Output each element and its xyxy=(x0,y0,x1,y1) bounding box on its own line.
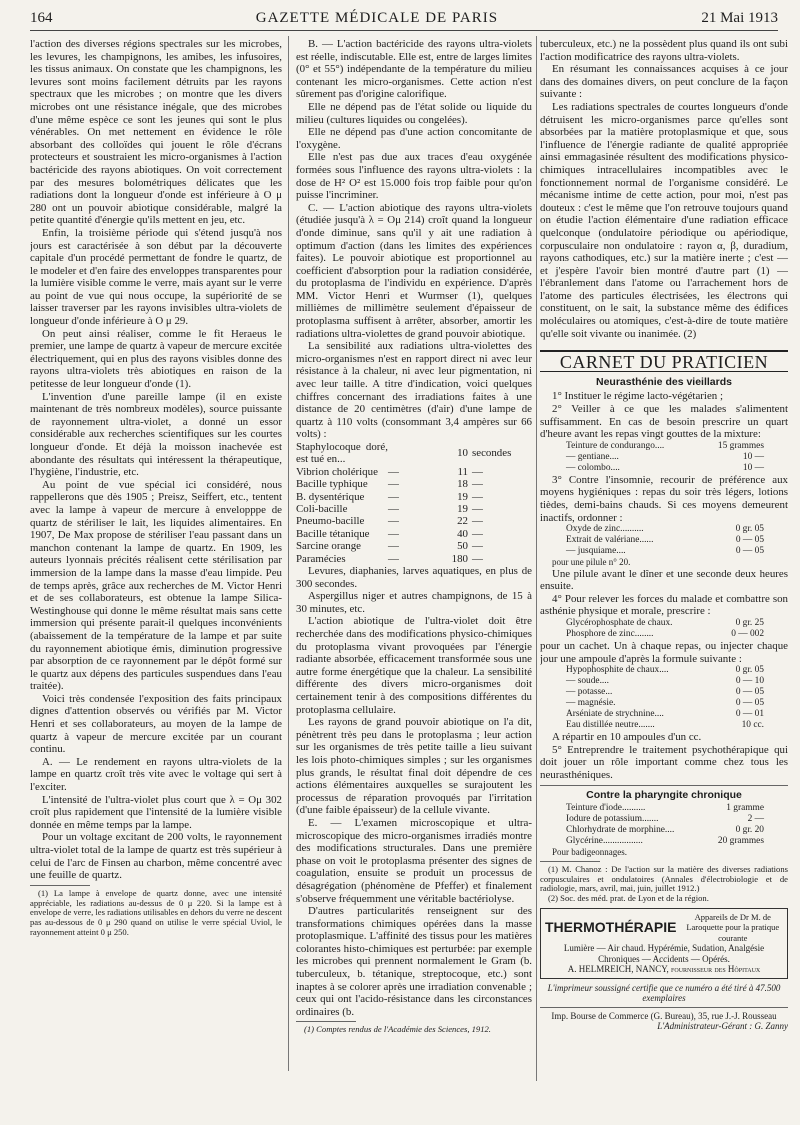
paragraph: 4° Pour relever les forces du malade et combattre son asthénie physique et morale, prescrire : xyxy=(540,592,788,618)
formula-line xyxy=(566,803,788,814)
paragraph: tuberculeux, etc.) ne la possèdent plus quand ils ont subi l'action modificatrice des rayons ultra-violets. xyxy=(540,38,788,63)
formula-note: pour une pilule n° 20. xyxy=(552,557,631,568)
dose: 15 grammes xyxy=(717,440,764,451)
ingredient: Glycérine................. xyxy=(566,836,643,847)
column-3 xyxy=(540,38,788,1078)
time-cell: 19 xyxy=(457,490,468,503)
imprint-rule xyxy=(540,1007,788,1008)
unit-cell: — xyxy=(472,478,483,491)
formula-note: Pour badigeonnages. xyxy=(552,847,627,858)
ingredient: Eau distillée neutre....... xyxy=(566,720,655,731)
dash-cell: — xyxy=(388,552,399,565)
dose: 1 gramme xyxy=(726,803,764,814)
ingredient: — soude.... xyxy=(566,676,609,687)
paragraph: Les rayons de grand pouvoir abiotique on l'a dit, pénètrent très peu dans le protoplasma ; leur action sur les organismes de très petite taille a lieu suivant les lois photo-chimiques simples ; sur les organismes plus grands, le résultat final doit dépendre de ces actions élémentaires auxquelles se surajoutent les processus de réparation provoqués par l'irritation (d'une faible épaisseur) de la cellule vivante. xyxy=(296,716,532,817)
time-cell: 11 xyxy=(457,465,468,478)
ad-brand: THERMOTHÉRAPIE xyxy=(545,919,677,936)
ad-header xyxy=(545,912,783,944)
column-2 xyxy=(296,38,532,1068)
ad-line: Appareils de Dr M. de Laroquette pour la pratique courante xyxy=(686,911,780,943)
organism-cell: B. dysentérique xyxy=(296,490,365,503)
table-row xyxy=(296,540,532,552)
paragraph: On peut ainsi réaliser, comme le fit Heraeus le premier, une lampe de quartz à vapeur de mercure excitée électriquement, qui en plus des rayons visibles donne des rayons ultra-violets très abiotiques en raison de la petitesse de leur longueur d'onde (1). xyxy=(30,327,282,391)
formula-line xyxy=(566,709,788,720)
dose: 10 — xyxy=(742,462,764,473)
prescription-formula xyxy=(540,441,788,474)
footnote-text: (1) M. Chanoz : De l'action sur la matière des diverses radiations corpusculaires et ondulatoires (Annales d'électrobiologie et de radiologie, mars, avril, mai, juin, juillet 1912.) xyxy=(540,863,788,894)
formula-line xyxy=(566,814,788,825)
footnote-rule xyxy=(540,861,600,862)
formula-line xyxy=(566,441,788,452)
column-1 xyxy=(30,38,282,1038)
formula-line xyxy=(566,698,788,709)
footnote-text: (1) La lampe à envelope de quartz donne, avec une intensité appréciable, les radiations au-dessus de 0 μ 220. Si la lampe est à envelope de verre, les radiations utilisables en dehors du verre ne descent pas au-dessous de 0 μ 290 quand on utilise le verre spécial Uviol, le rayonnement atteint 0 μ 250. xyxy=(30,887,282,937)
dose: 0 gr. 05 xyxy=(735,665,764,676)
table-row xyxy=(296,491,532,503)
page-number: 164 xyxy=(30,9,53,26)
paragraph: Levures, diaphanies, larves aquatiques, en plus de 300 secondes. xyxy=(296,565,532,590)
formula-line xyxy=(566,535,788,546)
formula-line xyxy=(566,618,788,629)
dose: 0 — 10 xyxy=(735,676,764,687)
dash-cell: — xyxy=(388,540,399,553)
paragraph: L'invention d'une pareille lampe (il en existe maintenant de très nombreux modèles), source puissante de rayonnement ultra-violet, a donné un essor considérable aux recherches scientifiques sur les courtes longueur d'onde. Et déjà la moisson inachevée est abondante des résultats qui intéressent la thérapeutique, l'hygiène, l'industrie, etc. xyxy=(30,390,282,479)
paragraph: Elle n'est pas due aux traces d'eau oxygénée formées sous l'influence des rayons ultra-violets : la dose de H² O² est 15.000 fois trop faible pour qu'on puisse l'incriminer. xyxy=(296,151,532,202)
advertisement xyxy=(540,908,788,979)
section-heading: CARNET DU PRATICIEN xyxy=(540,350,788,372)
dose: 0 — 05 xyxy=(735,698,764,709)
unit-cell: — xyxy=(472,503,483,516)
page-header xyxy=(30,6,778,31)
time-cell: 50 xyxy=(457,540,468,553)
dose: 0 — 05 xyxy=(735,535,764,546)
dose: 0 — 05 xyxy=(735,546,764,557)
dash-cell: — xyxy=(388,503,399,516)
ingredient: Oxyde de zinc.......... xyxy=(566,524,644,535)
table-row xyxy=(296,553,532,565)
paragraph: L'action abiotique de l'ultra-violet doit être recherchée dans des modifications physico-chimiques du protoplasma vivant provoquées par l'énergie radiante absorbée, efficacement transformée sous une autre forme énergétique que la chaleur. La sensibilité différente des divers micro-organismes doit certainement tenir à des compositions différentes du protoplasma cellulaire. xyxy=(296,615,532,716)
unit-cell: — xyxy=(472,540,483,553)
formula-line xyxy=(566,546,788,557)
ingredient: Teinture d'iode.......... xyxy=(566,803,646,814)
paragraph: Pour un voltage excitant de 200 volts, le rayonnement ultra-violet total de la lampe de quartz est très supérieur à celui de l'arc de Finsen au charbon, même concentré avec une feuille de quartz. xyxy=(30,831,282,882)
dash-cell xyxy=(388,441,438,466)
paragraph: 2° Veiller à ce que les malades s'alimentent suffisamment. En cas de besoin prescrire un quart d'heure avant les repas vingt gouttes de la mixture: xyxy=(540,403,788,441)
ingredient: — colombo.... xyxy=(566,462,620,473)
formula-line xyxy=(566,836,788,847)
organism-cell: Staphylocoque doré, est tué en... xyxy=(296,441,388,466)
dose: 0 — 05 xyxy=(735,687,764,698)
table-row xyxy=(296,441,532,466)
ingredient: Iodure de potassium....... xyxy=(566,814,659,825)
organism-cell: Pneumo-bacille xyxy=(296,515,365,528)
dose: 10 cc. xyxy=(741,720,764,731)
dash-cell: — xyxy=(388,465,399,478)
formula-line xyxy=(566,676,788,687)
footnote-text: (1) Comptes rendus de l'Académie des Sciences, 1912. xyxy=(304,1024,491,1035)
paragraph: Voici très condensée l'exposition des faits principaux dignes d'attention observés ou vérifiés par M. Victor Henri et ses collaborateurs, au moyen de la lampe de quartz à vapeur de mercure excitée par un courant continu. xyxy=(30,692,282,756)
paragraph: Enfin, la troisième période qui s'étend jusqu'à nos jours est caractérisée à son début par la découverte capitale d'un procédé permettant de fondre le quartz, de le modeler et d'en faire des enveloppes transparentes pour la lumière visible comme le verre, mais ayant sur le verre au point de vue qui nous occupe, la supériorité de se laisser traverser par les rayons invisibles ultra-violets de longueur d'onde inférieure à O μ 29. xyxy=(30,226,282,328)
paragraph: Les radiations spectrales de courtes longueurs d'onde détruisent les micro-organismes parce qu'elles sont absorbées par la matière protoplasmique et que, sous l'influence de l'énergie radiante de qualité appropriée ainsi emmagasinée résultent des modifications physico-chimiques intracellulaires incompatibles avec le fonctionnement normal de l'organisme considéré. Le mécanisme intime de cette action, pour moi, n'est pas douteux : c'est le même que l'on retrouve toujours quand on étudie l'action élémentaire d'une radiation efficace quelconque (ondulatoire périodique ou apériodique, corpusculaire non ondulatoire : rayon α, β, duradium, rayons cathodiques, etc.) sur la matière inerte ; c'est — et j'espère l'avoir bien montré d'autre part (1) — l'ébranlement dans l'atome ou l'arrachement hors de l'atome des particules électrisées, les électrons qui constituent, on le sait, la substance même des édifices moléculaires ou atomiques, c'est-à-dire de toute matière qu'elle soit vivante ou inanimée. (2) xyxy=(540,100,788,340)
paragraph: C. — L'action abiotique des rayons ultra-violets (étudiée jusqu'à λ = Oμ 214) croît quand la longueur d'onde diminue, sans qu'il y ait une radiation à optimum d'action (dans les limites des expériences faites). Le pouvoir abiotique est proportionnel au coefficient d'absorption pour la radiation considérée, du protoplasma de l'individu en expérience. D'après MM. Victor Henri et Wurmser (1), quelques millièmes de millimètre seulement d'épaisseur de protoplasma suffisent à arrêter, absorber, amortir les radiations ultra-violettes de grand pouvoir abiotique. xyxy=(296,201,532,340)
footnote-rule xyxy=(30,885,90,886)
dose: 20 grammes xyxy=(717,836,764,847)
dose: 0 gr. 25 xyxy=(735,618,764,629)
paragraph: pour un cachet. Un à chaque repas, ou injecter chaque jour une ampoule d'après la formule suivante : xyxy=(540,640,788,665)
formula-line xyxy=(566,687,788,698)
paragraph: D'autres particularités renseignent sur des transformations chimiques opérées dans la masse protoplasmique. L'affinité des tissus pour les matières colorantes histo-chimiques est perturbée: par exemple les microbes qui prennent normalement le Gram (b. tuberculeux, b. tétanique, streptocoque, etc.) sont inaptes à se colorer après une irradiation convenable ; ceux qui ont l'acido-résistance dans les circonstances ordinaires (b. xyxy=(296,905,532,1018)
footnote-rule xyxy=(296,1021,356,1022)
ingredient: — magnésie. xyxy=(566,698,616,709)
footnote xyxy=(30,889,282,938)
dash-cell: — xyxy=(388,515,399,528)
paragraph: Elle ne dépend pas de l'état solide ou liquide du milieu (cultures liquides ou congelées). xyxy=(296,100,532,126)
formula-line xyxy=(566,463,788,474)
time-cell: 180 xyxy=(451,552,468,565)
dose: 0 gr. 05 xyxy=(735,524,764,535)
prescription-formula xyxy=(540,618,788,640)
time-cell: 19 xyxy=(457,503,468,516)
ingredient: Glycérophosphate de chaux. xyxy=(566,618,673,629)
prescription-formula xyxy=(540,524,788,557)
printer-line: Imp. Bourse de Commerce (G. Bureau), 35, rue J.-J. Rousseau xyxy=(551,1010,777,1021)
ad-line: Lumière — Air chaud. Hypérémie, Sudation, Analgésie Chroniques — Accidents — Opérés. xyxy=(563,943,765,964)
print-certificate: L'imprimeur soussigné certifie que ce numéro a été tiré à 47.500 exemplaires xyxy=(547,982,781,1004)
dose: 0 — 002 xyxy=(731,629,764,640)
prescription-formula xyxy=(540,665,788,731)
paragraph: B. — L'action bactéricide des rayons ultra-violets est réelle, indiscutable. Elle est, entre de larges limites (0° et 55°) indépendante de la température du milieu contenant les micro-organismes. Cette action n'est sûrement pas d'origine calorifique. xyxy=(296,38,532,101)
table-row xyxy=(296,478,532,490)
paragraph: En résumant les connaissances acquises à ce jour dans des domaines divers, on peut conclure de la façon suivante : xyxy=(540,63,788,101)
dash-cell: — xyxy=(388,527,399,540)
ingredient: Phosphore de zinc........ xyxy=(566,629,654,640)
dose: 2 — xyxy=(747,814,764,825)
paragraph: E. — L'examen microscopique et ultra-microscopique des micro-organismes irradiés montre des modifications structurales. Dans une première phase on voit le protoplasma présenter des signes de coagulation, ensuite se produit un processus de désagrégation (phénomène de Pfeffer) et finalement s'observe fréquemment une véritable bactériolyse. xyxy=(296,816,532,905)
ingredient: — jusquiame.... xyxy=(566,546,626,557)
footnote-text: (2) Soc. des méd. prat. de Lyon et de la région. xyxy=(548,893,709,904)
subsection-title: Contre la pharyngite chronique xyxy=(586,788,742,801)
organism-cell: Sarcine orange xyxy=(296,540,362,553)
time-cell: 18 xyxy=(457,478,468,491)
column-divider xyxy=(288,36,289,1071)
ingredient: — gentiane.... xyxy=(566,451,619,462)
organism-cell: Bacille typhique xyxy=(296,478,368,491)
subsection-title: Neurasthénie des vieillards xyxy=(596,375,732,388)
ad-line: A. HELMREICH, NANCY, fournisseur des Hôpitaux xyxy=(567,964,761,975)
paragraph: Elle ne dépend pas d'une action concomitante de l'oxygène. xyxy=(296,126,532,151)
paragraph: L'intensité de l'ultra-violet plus court que λ = Oμ 302 croît plus rapidement que l'intensité de la lumière visible donnée en même temps par la lampe. xyxy=(30,793,282,831)
dose: 0 gr. 20 xyxy=(735,825,764,836)
section-rule xyxy=(540,785,788,786)
organism-cell: Bacille tétanique xyxy=(296,527,370,540)
organism-cell: Paramécies xyxy=(296,552,346,565)
formula-line xyxy=(566,629,788,640)
unit-cell: secondes xyxy=(472,447,512,460)
formula-line xyxy=(566,720,788,731)
footnote xyxy=(296,1025,532,1035)
issue-date: 21 Mai 1913 xyxy=(701,9,778,26)
formula-line xyxy=(566,524,788,535)
column-divider xyxy=(536,36,537,1081)
prescription-formula xyxy=(540,803,788,847)
organism-cell: Vibrion cholérique xyxy=(296,465,378,478)
dose: 10 — xyxy=(742,451,764,462)
formula-line xyxy=(566,452,788,463)
paragraph: Aspergillus niger et autres champignons, de 15 à 30 minutes, etc. xyxy=(296,590,532,615)
unit-cell: — xyxy=(472,465,483,478)
dash-cell: — xyxy=(388,490,399,503)
time-cell: 10 xyxy=(457,447,468,460)
table-row xyxy=(296,515,532,527)
unit-cell: — xyxy=(472,515,483,528)
time-cell: 22 xyxy=(457,515,468,528)
unit-cell: — xyxy=(472,490,483,503)
dose: 0 — 01 xyxy=(735,709,764,720)
paragraph: A répartir en 10 ampoules d'un cc. xyxy=(552,731,702,744)
unit-cell: — xyxy=(472,552,483,565)
ingredient: Extrait de valériane...... xyxy=(566,535,654,546)
organism-cell: Coli-bacille xyxy=(296,503,348,516)
paragraph: La sensibilité aux radiations ultra-violettes des micro-organismes n'est en rapport direct ni avec leur résistance à la chaleur, ni avec leur pigmentation, ni avec leur taille. A titre d'indication, voici quelques chiffres concernant des irradiations faites à une distance de 20 centimètres (d'air) d'une lampe de quartz à 110 volts (consommant 3,4 ampères sur 66 volts) : xyxy=(296,340,532,441)
ingredient: Chlorhydrate de morphine.... xyxy=(566,825,675,836)
formula-line xyxy=(566,825,788,836)
dash-cell: — xyxy=(388,478,399,491)
paragraph: Une pilule avant le dîner et une seconde deux heures ensuite. xyxy=(540,567,788,593)
ingredient: — potasse... xyxy=(566,687,613,698)
paragraph: 5° Entreprendre le traitement psychothérapique qui doit jouer un rôle important comme chez tous les neurasthéniques. xyxy=(540,743,788,782)
time-cell: 40 xyxy=(457,527,468,540)
formula-line xyxy=(566,665,788,676)
paragraph: 3° Contre l'insomnie, recourir de préférence aux moyens hygiéniques : repas du soir très légers, lotions tièdes, demi-bains chauds. Si ces moyens demeurent inactifs, ordonner : xyxy=(540,473,788,524)
paragraph: A. — Le rendement en rayons ultra-violets de la lampe en quartz croît très vite avec le voltage qui sert à l'exciter. xyxy=(30,755,282,794)
manager-line: L'Administrateur-Gérant : G. Zanny xyxy=(657,1021,788,1032)
ingredient: Teinture de condurango.... xyxy=(566,440,665,451)
paragraph: Au point de vue spécial ici considéré, nous rappellerons que dès 1905 ; Preisz, Seiffert, etc., tentent avec la lampe à vapeur de mercure à envelopppe de quartz de stériliser le lait, les liquides alimentaires. En 1907, De Max propose de stériliser l'eau passant dans un manchon contenant la lampe de quartz. En 1909, les auteurs lyonnais précités réalisent cette stérilisation par immersion de la lampe dans la masse d'eau limpide. Peu de temps après, grâce aux recherches de M. Victor Henri et de ses collaborateurs, est obtenue la lampe Silica-Westinghouse qui donne le même résultat mais sans cette immersion qui présente parait-il quelques inconvénients (abaissement de la température de la lampe et par suite du rayonnement abiotique émis, diminution progressive par absorption de ce rayonnement par le dépôt formé sur le quartz aux dépens des particules suspendues dans l'eau traitée). xyxy=(30,478,282,693)
paragraph: l'action des diverses régions spectrales sur les microbes, les levures, les champignons, les amibes, les infusoires, les tissus animaux. On constate que les champignons, les levures sont moins facilement détruits par les rayons spectraux que les microbes ; on montre que les divers microbes ont une résistance inégale, que des microbes d'une même espèce ce sont les jeunes qui sont le plus vénérables. On met nettement en évidence le rôle absorbant des colloïdes qui jouent le rôle d'écrans protecteurs et soustraient les micro-organismes à l'action bactéricide des rayons abiotiques. On voit correctement par des mesures bolométriques délicates que les radiations dont la longueur d'onde est inférieure à O μ 280 ont un pouvoir abiotique considérable, malgré la petite quantité d'énergie qu'ils mettent en jeu, etc. xyxy=(30,38,282,227)
paragraph: 1° Instituer le régime lacto-végétarien ; xyxy=(552,390,723,403)
ingredient: Arséniate de strychnine.... xyxy=(566,709,664,720)
table-row xyxy=(296,528,532,540)
unit-cell: — xyxy=(472,527,483,540)
footnotes xyxy=(540,865,788,904)
table-row xyxy=(296,466,532,478)
ingredient: Hypophosphite de chaux.... xyxy=(566,665,669,676)
journal-title: GAZETTE MÉDICALE DE PARIS xyxy=(255,9,499,26)
irradiation-table xyxy=(296,441,532,565)
table-row xyxy=(296,503,532,515)
